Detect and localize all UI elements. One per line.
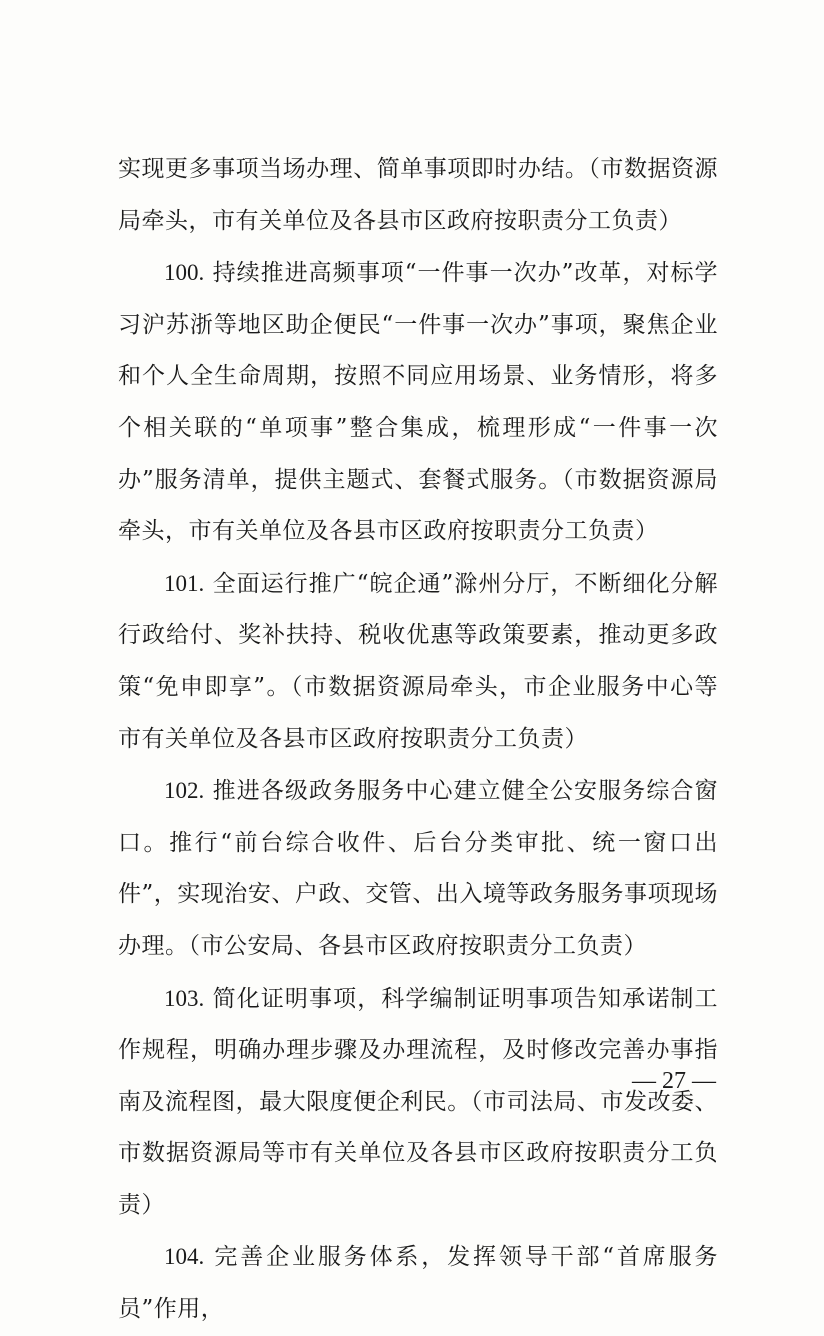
item-number: 102. <box>164 778 205 804</box>
paragraph-text: 简化证明事项，科学编制证明事项告知承诺制工作规程，明确办理步骤及办理流程，及时修改完善办事指南及流程图，最大限度便企利民。（市司法局、市发改委、市数据资源局等市有关单位及各县市区政府按职责分工负责） <box>118 985 718 1218</box>
paragraph-item-101 <box>118 558 718 765</box>
paragraph-item-103 <box>118 973 718 1232</box>
paragraph-text: 实现更多事项当场办理、简单事项即时办结。（市数据资源局牵头，市有关单位及各县市区政府按职责分工负责） <box>118 156 718 234</box>
page-number: — 27 — <box>632 1068 716 1094</box>
item-number: 100. <box>164 260 205 286</box>
item-number: 103. <box>164 985 205 1011</box>
paragraph-item-104 <box>118 1231 718 1335</box>
paragraph-text: 持续推进高频事项“一件事一次办”改革，对标学习沪苏浙等地区助企便民“一件事一次办”事项，聚焦企业和个人全生命周期，按照不同应用场景、业务情形，将多个相关联的“单项事”整合集成，梳理形成“一件事一次办”服务清单，提供主题式、套餐式服务。（市数据资源局牵头，市有关单位及各县市区政府按职责分工负责） <box>118 260 718 545</box>
item-number: 101. <box>164 570 205 596</box>
paragraph-item-100 <box>118 247 718 558</box>
paragraph-text: 完善企业服务体系，发挥领导干部“首席服务员”作用， <box>118 1244 718 1323</box>
item-number: 104. <box>164 1244 205 1270</box>
body-text <box>118 144 718 1336</box>
paragraph-text: 全面运行推广“皖企通”滁州分厅，不断细化分解行政给付、奖补扶持、税收优惠等政策要素，推动更多政策“免申即享”。（市数据资源局牵头，市企业服务中心等市有关单位及各县市区政府按职责分工负责） <box>118 570 718 752</box>
paragraph-item-102 <box>118 765 718 972</box>
paragraph-text: 推进各级政务服务中心建立健全公安服务综合窗口。推行“前台综合收件、后台分类审批、统一窗口出件”，实现治安、户政、交管、出入境等政务服务事项现场办理。（市公安局、各县市区政府按职责分工负责） <box>118 778 718 959</box>
paragraph-continuation <box>118 144 718 247</box>
